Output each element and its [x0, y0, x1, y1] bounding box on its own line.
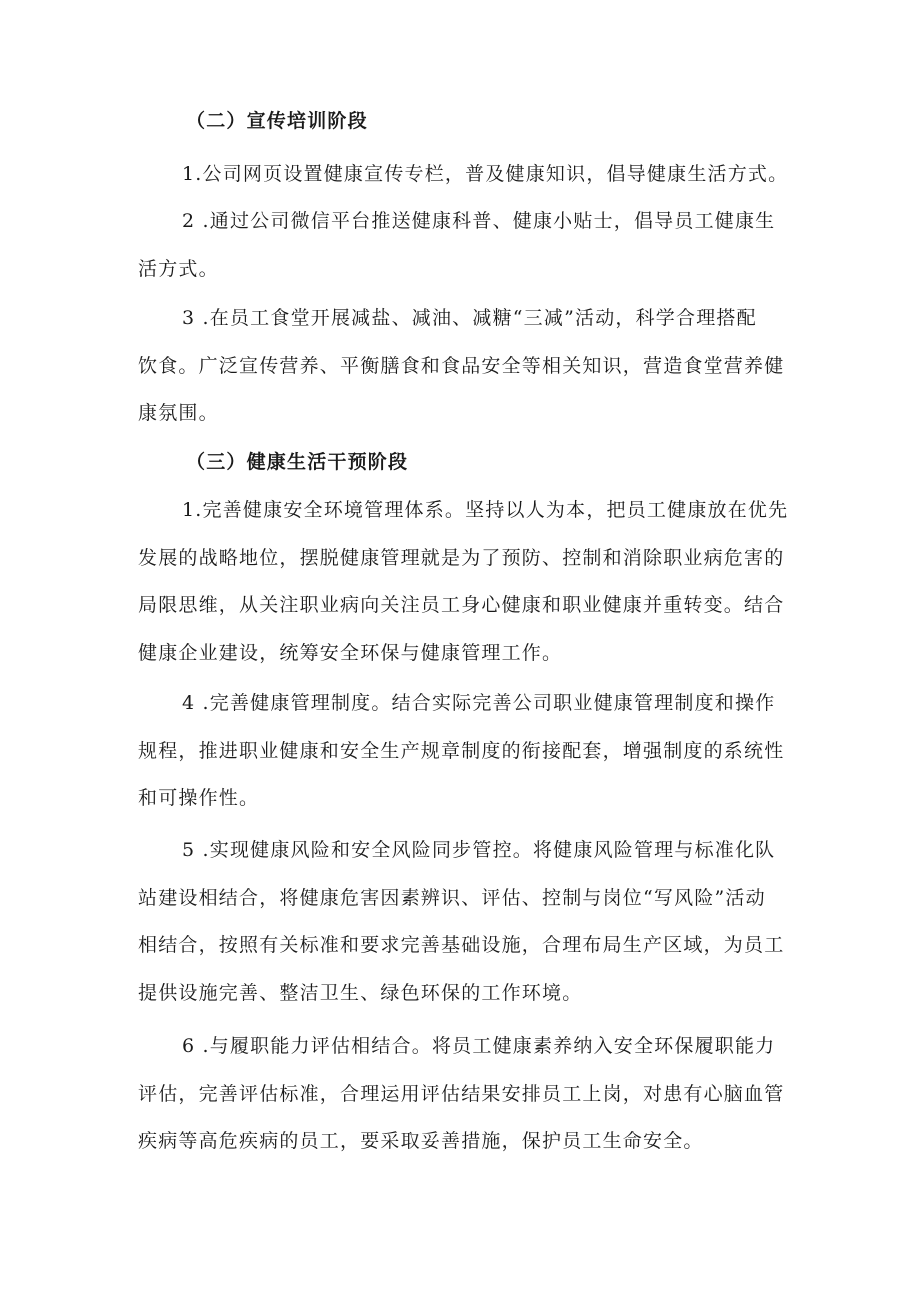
paragraph-line: 健康企业建设，统筹安全环保与健康管理工作。 [138, 641, 563, 664]
paragraph-line: 4 .完善健康管理制度。结合实际完善公司职业健康管理制度和操作 [182, 692, 776, 714]
heading-line: （二）宣传培训阶段 [186, 110, 368, 132]
paragraph-line: 饮食。广泛宣传营养、平衡膳食和食品安全等相关知识，营造食堂营养健 [138, 354, 785, 377]
paragraph-line: 疾病等高危疾病的员工，要采取妥善措施，保护员工生命安全。 [138, 1130, 704, 1152]
paragraph-item [138, 680, 784, 823]
paragraph-line: 发展的战略地位，摆脱健康管理就是为了预防、控制和消除职业病危害的 [138, 546, 785, 569]
paragraph-line: 评估，完善评估标准，合理运用评估结果安排员工上岗，对患有心脑血管 [138, 1082, 785, 1105]
paragraph-line: 康氛围。 [138, 402, 219, 424]
paragraph-line: 和可操作性。 [138, 787, 260, 809]
paragraph-line: 2 .通过公司微信平台推送健康科普、健康小贴士，倡导员工健康生 [182, 210, 776, 232]
paragraph-item [138, 487, 788, 677]
paragraph-item [138, 1023, 784, 1166]
heading-line: （三）健康生活干预阶段 [186, 451, 409, 473]
paragraph-item [138, 198, 775, 293]
paragraph-line: 活方式。 [138, 257, 219, 280]
paragraph-line: 5 .实现健康风险和安全风险同步管控。将健康风险管理与标准化队 [182, 839, 776, 861]
section-heading-publicity-training [186, 98, 368, 146]
paragraph-item [138, 295, 784, 438]
paragraph-line: 1.公司网页设置健康宣传专栏，普及健康知识，倡导健康生活方式。 [182, 163, 789, 185]
paragraph-line: 相结合，按照有关标准和要求完善基础设施，合理布局生产区域，为员工 [138, 934, 785, 956]
paragraph-line: 3 .在员工食堂开展减盐、减油、减糖“三减”活动，科学合理搭配 [182, 307, 757, 329]
paragraph-item [138, 827, 784, 1017]
paragraph-item [138, 151, 788, 199]
paragraph-line: 规程，推进职业健康和安全生产规章制度的衔接配套，增强制度的系统性 [138, 739, 785, 762]
section-heading-healthy-life-intervention [186, 439, 408, 487]
paragraph-line: 局限思维，从关注职业病向关注员工身心健康和职业健康并重转变。结合 [138, 594, 785, 616]
paragraph-line: 6 .与履职能力评估相结合。将员工健康素养纳入安全环保履职能力 [182, 1035, 776, 1057]
paragraph-line: 1.完善健康安全环境管理体系。坚持以人为本，把员工健康放在优先 [182, 499, 789, 521]
paragraph-line: 提供设施完善、整洁卫生、绿色环保的工作环境。 [138, 981, 583, 1004]
paragraph-line: 站建设相结合，将健康危害因素辨识、评估、控制与岗位“写风险”活动 [138, 886, 766, 909]
